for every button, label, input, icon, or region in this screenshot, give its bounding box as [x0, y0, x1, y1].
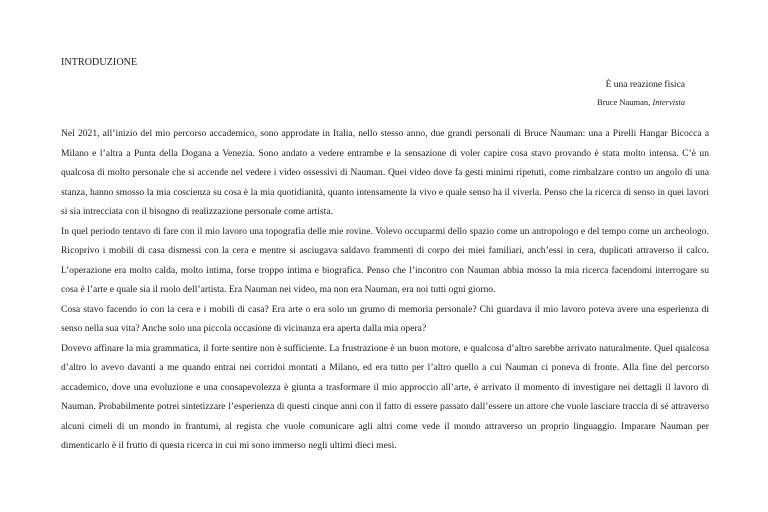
- paragraph: Nel 2021, all’inizio del mio percorso accademico, sono approdate in Italia, nello stesso anno, due grandi personali di Bruce Nauman: una a Pirelli Hangar Bicocca a Milano e l’altra a Punta della Dogana a Venezia. Sono andato a vedere entrambe e la sensazione di voler capire cosa stavo provando è stata molto intensa. C’è un qualcosa di molto personale che si accende nel vedere i video ossessivi di Nauman. Quei video dove fa gesti minimi ripetuti, come rimbalzare contro un angolo di una stanza, hanno smosso la mia coscienza su cosa è la mia quotidianità, quanto intensamente la vivo e quale senso ha il viverla. Penso che la ricerca di senso in quei lavori si sia intrecciata con il bisogno di realizzazione personale come artista.: [61, 128, 709, 217]
- paragraph: Cosa stavo facendo io con la cera e i mobili di casa? Era arte o era solo un grumo di memoria personale? Chi guardava il mio lavoro poteva avere una esperienza di senso nella sua vita? Anche solo una piccola occasione di vicinanza era aperta dalla mia opera?: [61, 303, 709, 334]
- epigraph-quote: È una reazione fisica: [605, 80, 685, 90]
- body-text: [61, 124, 709, 456]
- epigraph-work: Intervista: [652, 97, 685, 107]
- epigraph: [597, 77, 685, 111]
- epigraph-author: Bruce Nauman,: [596, 97, 653, 107]
- epigraph-source: [597, 94, 685, 111]
- paragraph: Dovevo affinare la mia grammatica, il forte sentire non è sufficiente. La frustrazione è un buon motore, e qualcosa d’altro sarebbe arrivato naturalmente. Quel qualcosa d’altro lo avevo davanti a me quando entrai nei corridoi montati a Milano, ed era tutto per l’altro quello a cui Nauman ci poneva di fronte. Alla fine del percorso accademico, dove una evoluzione e una consapevolezza è giunta a trasformare il mio approccio all’arte, è arrivato il momento di investigare nei dettagli il lavoro di Nauman. Probabilmente potrei sintetizzare l’esperienza di questi cinque anni con il fatto di essere passato dall’essere un attore che vuole lasciare traccia di sé attraverso alcuni cimeli di un mondo in frantumi, al regista che vuole comunicare agli altri come vede il mondo attraverso un proprio linguaggio. Imparare Nauman per dimenticarlo è il frutto di questa ricerca in cui mi sono immerso negli ultimi dieci mesi.: [61, 342, 709, 451]
- paragraph: In quel periodo tentavo di fare con il mio lavoro una topografia delle mie rovine. Volevo occuparmi dello spazio come un antropologo e del tempo come un archeologo. Ricoprivo i mobili di casa dismessi con la cera e mentre si asciugava saldavo frammenti di corpo dei miei familiari, anch’essi in cera, duplicati attraverso il calco. L’operazione era molto calda, molto intima, forse troppo intima e biografica. Penso che l’incontro con Nauman abbia mosso la mia ricerca facendomi interrogare su cosa è l’arte e quale sia il ruolo dell’artista. Era Nauman nei video, ma non era Nauman, era noi tutti ogni giorno.: [61, 225, 709, 295]
- section-heading: INTRODUZIONE: [61, 57, 138, 68]
